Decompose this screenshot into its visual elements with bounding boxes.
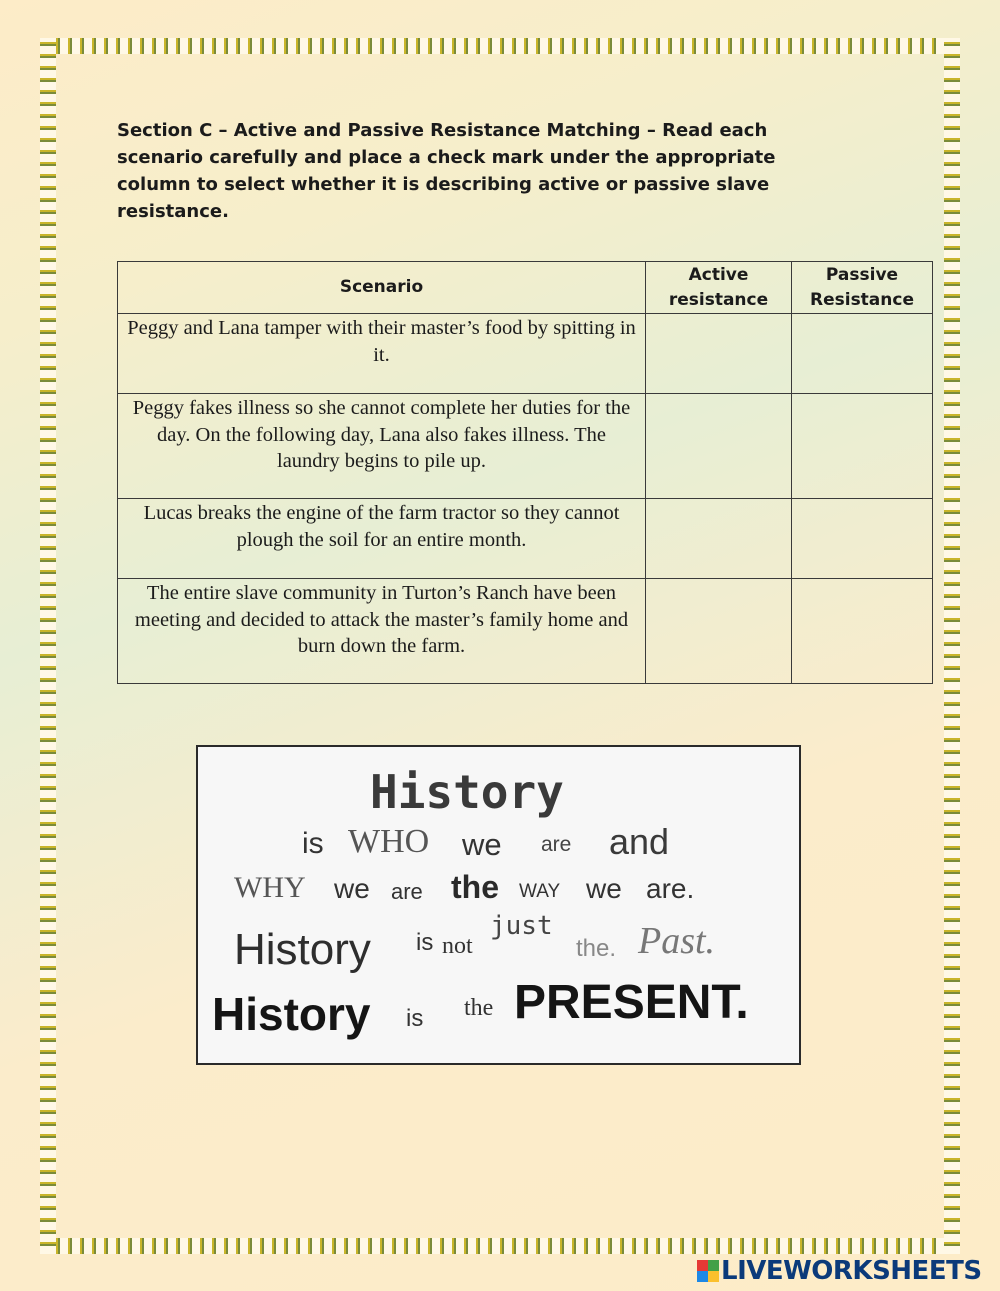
quote-word: History [370,765,564,819]
liveworksheets-logo-icon [697,1260,719,1282]
table-header-row [118,262,933,314]
header-passive-resistance: Passive Resistance [792,262,933,314]
quote-word: we [334,873,370,904]
quote-word: is [302,827,324,860]
logo-square [697,1271,708,1282]
resistance-matching-table [117,261,933,684]
quote-word: just [490,911,553,941]
table-row [118,394,933,499]
quote-word: and [609,821,670,862]
scenario-cell: Peggy and Lana tamper with their master’s food by spitting in it. [118,314,646,394]
quote-word: we [586,873,622,904]
quote-word: History [212,988,371,1040]
table-row [118,314,933,394]
quote-word: History [234,925,371,974]
history-quote-image [196,745,801,1065]
quote-word: the. [576,935,617,962]
decorative-border-left [40,38,56,1254]
header-scenario: Scenario [118,262,646,314]
quote-word: WHY [234,871,306,904]
quote-word: is [416,929,434,956]
quote-word: is [406,1005,424,1032]
quote-word: we [462,827,502,862]
quote-word: Past. [638,920,716,962]
decorative-border-top [40,38,960,54]
section-instructions: Section C – Active and Passive Resistance Matching – Read each scenario carefully and place a check mark under the appropriate column to select whether it is describing active or passive slave resistance. [117,120,776,222]
quote-word: are. [646,873,695,904]
decorative-border-bottom [40,1238,960,1254]
active-check-cell[interactable] [646,314,792,394]
quote-word: are [391,879,423,904]
quote-word: PRESENT. [514,976,749,1029]
quote-word: WHO [348,823,430,860]
passive-check-cell[interactable] [792,579,933,684]
liveworksheets-logo [697,1256,982,1286]
table-row [118,579,933,684]
passive-check-cell[interactable] [792,314,933,394]
scenario-cell: The entire slave community in Turton’s Ranch have been meeting and decided to attack the master’s family home and burn down the farm. [118,579,646,684]
logo-square [708,1260,719,1271]
quote-word: are [541,833,572,856]
quote-word: WAY [519,881,561,902]
liveworksheets-logo-text: LIVEWORKSHEETS [721,1256,982,1286]
quote-word: not [442,933,473,959]
scenario-cell: Lucas breaks the engine of the farm tractor so they cannot plough the soil for an entire month. [118,499,646,579]
passive-check-cell[interactable] [792,499,933,579]
scenario-cell: Peggy fakes illness so she cannot complete her duties for the day. On the following day, Lana also fakes illness. The laundry begins to pile up. [118,394,646,499]
logo-square [708,1271,719,1282]
active-check-cell[interactable] [646,579,792,684]
decorative-border-right [944,38,960,1254]
active-check-cell[interactable] [646,499,792,579]
table-row [118,499,933,579]
active-check-cell[interactable] [646,394,792,499]
logo-square [697,1260,708,1271]
quote-word: the [451,869,499,905]
passive-check-cell[interactable] [792,394,933,499]
header-active-resistance: Active resistance [646,262,792,314]
quote-word: the [464,995,494,1021]
